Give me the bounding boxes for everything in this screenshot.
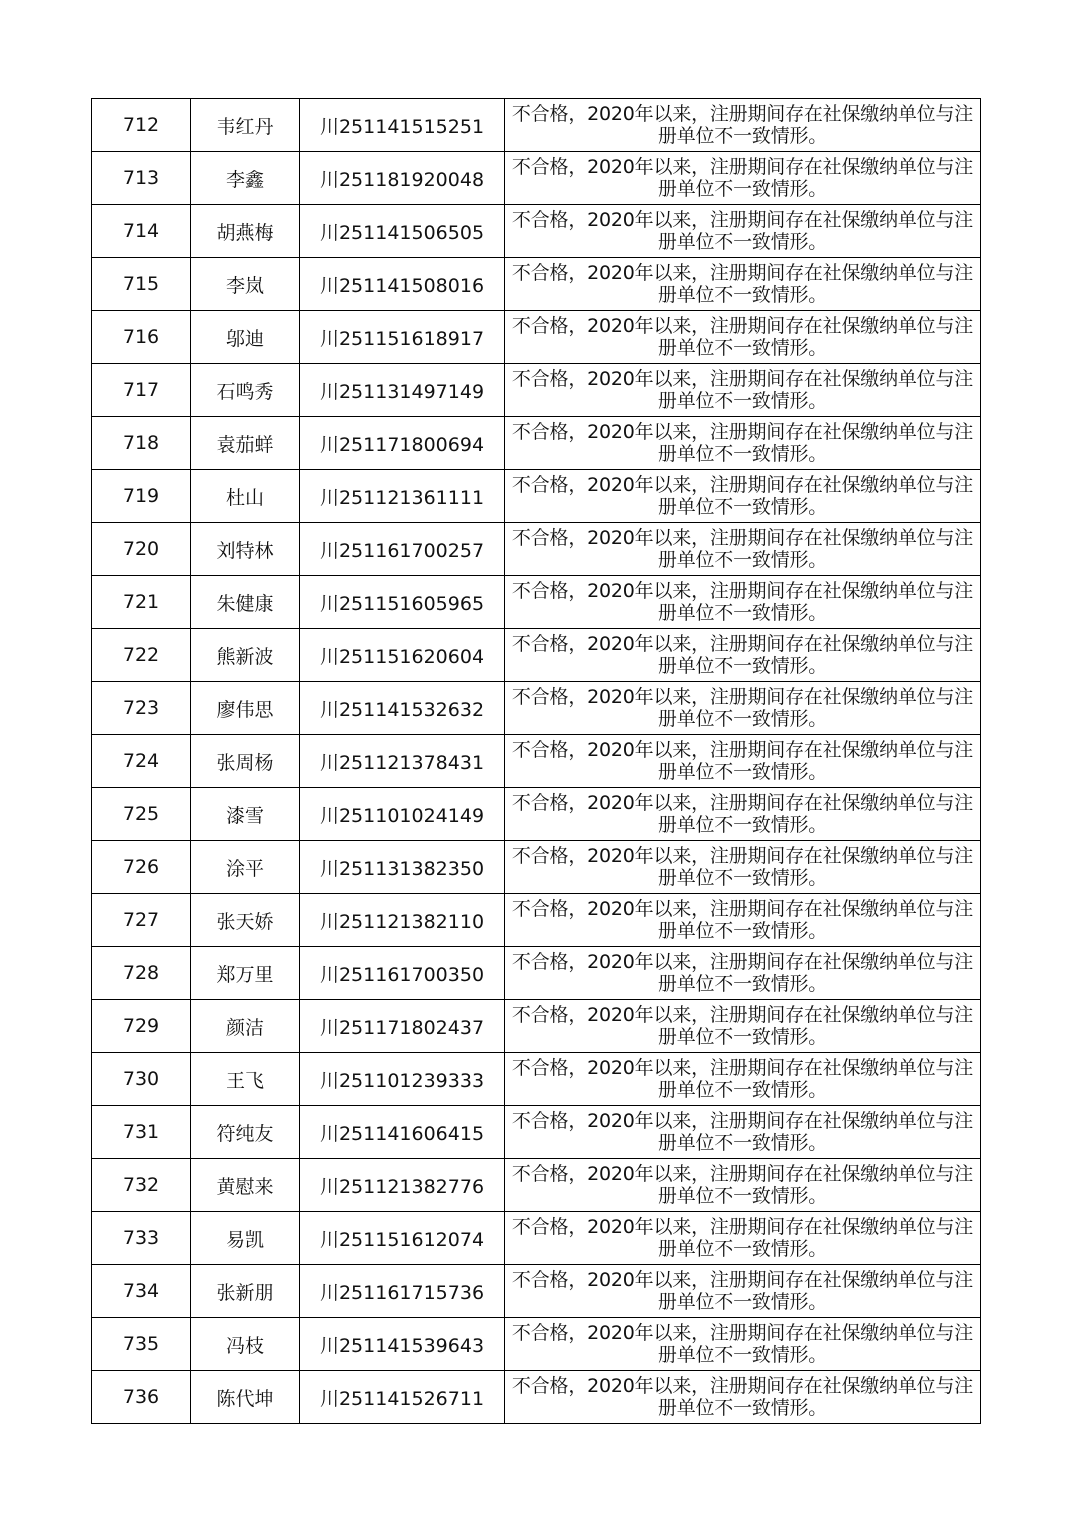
result-reason: 不合格，2020年以来，注册期间存在社保缴纳单位与注册单位不一致情形。 bbox=[505, 152, 981, 205]
person-name: 刘特林 bbox=[191, 523, 300, 576]
certificate-number: 川251161715736 bbox=[300, 1265, 505, 1318]
result-reason: 不合格，2020年以来，注册期间存在社保缴纳单位与注册单位不一致情形。 bbox=[505, 417, 981, 470]
table-row bbox=[92, 1212, 981, 1265]
person-name: 邬迪 bbox=[191, 311, 300, 364]
certificate-number: 川251141515251 bbox=[300, 99, 505, 152]
row-number: 735 bbox=[92, 1318, 191, 1371]
row-number: 734 bbox=[92, 1265, 191, 1318]
table-row bbox=[92, 788, 981, 841]
row-number: 719 bbox=[92, 470, 191, 523]
table-row bbox=[92, 470, 981, 523]
row-number: 718 bbox=[92, 417, 191, 470]
result-reason: 不合格，2020年以来，注册期间存在社保缴纳单位与注册单位不一致情形。 bbox=[505, 470, 981, 523]
row-number: 720 bbox=[92, 523, 191, 576]
certificate-number: 川251161700257 bbox=[300, 523, 505, 576]
person-name: 廖伟思 bbox=[191, 682, 300, 735]
certificate-number: 川251101239333 bbox=[300, 1053, 505, 1106]
row-number: 713 bbox=[92, 152, 191, 205]
table-row bbox=[92, 841, 981, 894]
result-reason: 不合格，2020年以来，注册期间存在社保缴纳单位与注册单位不一致情形。 bbox=[505, 1106, 981, 1159]
person-name: 杜山 bbox=[191, 470, 300, 523]
certificate-number: 川251141539643 bbox=[300, 1318, 505, 1371]
row-number: 726 bbox=[92, 841, 191, 894]
table-row bbox=[92, 258, 981, 311]
person-name: 陈代坤 bbox=[191, 1371, 300, 1424]
certificate-number: 川251181920048 bbox=[300, 152, 505, 205]
certificate-number: 川251121382110 bbox=[300, 894, 505, 947]
row-number: 725 bbox=[92, 788, 191, 841]
person-name: 易凯 bbox=[191, 1212, 300, 1265]
table-row bbox=[92, 576, 981, 629]
row-number: 712 bbox=[92, 99, 191, 152]
person-name: 袁茄蛘 bbox=[191, 417, 300, 470]
result-reason: 不合格，2020年以来，注册期间存在社保缴纳单位与注册单位不一致情形。 bbox=[505, 258, 981, 311]
certificate-number: 川251151612074 bbox=[300, 1212, 505, 1265]
result-reason: 不合格，2020年以来，注册期间存在社保缴纳单位与注册单位不一致情形。 bbox=[505, 311, 981, 364]
certificate-number: 川251121361111 bbox=[300, 470, 505, 523]
result-reason: 不合格，2020年以来，注册期间存在社保缴纳单位与注册单位不一致情形。 bbox=[505, 1159, 981, 1212]
result-reason: 不合格，2020年以来，注册期间存在社保缴纳单位与注册单位不一致情形。 bbox=[505, 1371, 981, 1424]
person-name: 朱健康 bbox=[191, 576, 300, 629]
row-number: 731 bbox=[92, 1106, 191, 1159]
person-name: 漆雪 bbox=[191, 788, 300, 841]
table-row bbox=[92, 1265, 981, 1318]
result-reason: 不合格，2020年以来，注册期间存在社保缴纳单位与注册单位不一致情形。 bbox=[505, 1000, 981, 1053]
result-reason: 不合格，2020年以来，注册期间存在社保缴纳单位与注册单位不一致情形。 bbox=[505, 947, 981, 1000]
result-reason: 不合格，2020年以来，注册期间存在社保缴纳单位与注册单位不一致情形。 bbox=[505, 1265, 981, 1318]
row-number: 732 bbox=[92, 1159, 191, 1212]
result-reason: 不合格，2020年以来，注册期间存在社保缴纳单位与注册单位不一致情形。 bbox=[505, 894, 981, 947]
certificate-number: 川251141526711 bbox=[300, 1371, 505, 1424]
result-reason: 不合格，2020年以来，注册期间存在社保缴纳单位与注册单位不一致情形。 bbox=[505, 841, 981, 894]
table-row bbox=[92, 1106, 981, 1159]
table-row bbox=[92, 99, 981, 152]
person-name: 颜洁 bbox=[191, 1000, 300, 1053]
certificate-number: 川251151620604 bbox=[300, 629, 505, 682]
result-reason: 不合格，2020年以来，注册期间存在社保缴纳单位与注册单位不一致情形。 bbox=[505, 682, 981, 735]
row-number: 721 bbox=[92, 576, 191, 629]
person-name: 郑万里 bbox=[191, 947, 300, 1000]
row-number: 715 bbox=[92, 258, 191, 311]
table-row bbox=[92, 1318, 981, 1371]
result-reason: 不合格，2020年以来，注册期间存在社保缴纳单位与注册单位不一致情形。 bbox=[505, 99, 981, 152]
table-row bbox=[92, 523, 981, 576]
person-name: 韦红丹 bbox=[191, 99, 300, 152]
table-row bbox=[92, 152, 981, 205]
result-table bbox=[91, 98, 981, 1424]
result-reason: 不合格，2020年以来，注册期间存在社保缴纳单位与注册单位不一致情形。 bbox=[505, 1053, 981, 1106]
person-name: 冯枝 bbox=[191, 1318, 300, 1371]
certificate-number: 川251171800694 bbox=[300, 417, 505, 470]
row-number: 722 bbox=[92, 629, 191, 682]
table-body bbox=[92, 99, 981, 1424]
result-reason: 不合格，2020年以来，注册期间存在社保缴纳单位与注册单位不一致情形。 bbox=[505, 1318, 981, 1371]
table-row bbox=[92, 205, 981, 258]
certificate-number: 川251141506505 bbox=[300, 205, 505, 258]
result-reason: 不合格，2020年以来，注册期间存在社保缴纳单位与注册单位不一致情形。 bbox=[505, 788, 981, 841]
certificate-number: 川251121378431 bbox=[300, 735, 505, 788]
certificate-number: 川251131382350 bbox=[300, 841, 505, 894]
row-number: 736 bbox=[92, 1371, 191, 1424]
certificate-number: 川251141606415 bbox=[300, 1106, 505, 1159]
person-name: 石鸣秀 bbox=[191, 364, 300, 417]
person-name: 李鑫 bbox=[191, 152, 300, 205]
row-number: 733 bbox=[92, 1212, 191, 1265]
certificate-number: 川251151605965 bbox=[300, 576, 505, 629]
row-number: 724 bbox=[92, 735, 191, 788]
table-row bbox=[92, 1371, 981, 1424]
table-row bbox=[92, 1000, 981, 1053]
person-name: 胡燕梅 bbox=[191, 205, 300, 258]
certificate-number: 川251141508016 bbox=[300, 258, 505, 311]
person-name: 张周杨 bbox=[191, 735, 300, 788]
result-reason: 不合格，2020年以来，注册期间存在社保缴纳单位与注册单位不一致情形。 bbox=[505, 629, 981, 682]
row-number: 716 bbox=[92, 311, 191, 364]
person-name: 涂平 bbox=[191, 841, 300, 894]
person-name: 张天娇 bbox=[191, 894, 300, 947]
certificate-number: 川251151618917 bbox=[300, 311, 505, 364]
row-number: 717 bbox=[92, 364, 191, 417]
row-number: 714 bbox=[92, 205, 191, 258]
certificate-number: 川251131497149 bbox=[300, 364, 505, 417]
table-row bbox=[92, 417, 981, 470]
result-reason: 不合格，2020年以来，注册期间存在社保缴纳单位与注册单位不一致情形。 bbox=[505, 1212, 981, 1265]
table-row bbox=[92, 311, 981, 364]
certificate-number: 川251161700350 bbox=[300, 947, 505, 1000]
table-row bbox=[92, 629, 981, 682]
row-number: 727 bbox=[92, 894, 191, 947]
row-number: 730 bbox=[92, 1053, 191, 1106]
result-reason: 不合格，2020年以来，注册期间存在社保缴纳单位与注册单位不一致情形。 bbox=[505, 364, 981, 417]
person-name: 张新朋 bbox=[191, 1265, 300, 1318]
table-row bbox=[92, 1159, 981, 1212]
certificate-number: 川251141532632 bbox=[300, 682, 505, 735]
person-name: 熊新波 bbox=[191, 629, 300, 682]
row-number: 729 bbox=[92, 1000, 191, 1053]
table-row bbox=[92, 682, 981, 735]
row-number: 723 bbox=[92, 682, 191, 735]
table-row bbox=[92, 894, 981, 947]
certificate-number: 川251171802437 bbox=[300, 1000, 505, 1053]
person-name: 李岚 bbox=[191, 258, 300, 311]
row-number: 728 bbox=[92, 947, 191, 1000]
table-row bbox=[92, 947, 981, 1000]
result-reason: 不合格，2020年以来，注册期间存在社保缴纳单位与注册单位不一致情形。 bbox=[505, 576, 981, 629]
result-reason: 不合格，2020年以来，注册期间存在社保缴纳单位与注册单位不一致情形。 bbox=[505, 205, 981, 258]
person-name: 符纯友 bbox=[191, 1106, 300, 1159]
table-row bbox=[92, 1053, 981, 1106]
result-reason: 不合格，2020年以来，注册期间存在社保缴纳单位与注册单位不一致情形。 bbox=[505, 523, 981, 576]
table-row bbox=[92, 364, 981, 417]
person-name: 黄慰来 bbox=[191, 1159, 300, 1212]
certificate-number: 川251101024149 bbox=[300, 788, 505, 841]
table-row bbox=[92, 735, 981, 788]
certificate-number: 川251121382776 bbox=[300, 1159, 505, 1212]
result-reason: 不合格，2020年以来，注册期间存在社保缴纳单位与注册单位不一致情形。 bbox=[505, 735, 981, 788]
person-name: 王飞 bbox=[191, 1053, 300, 1106]
